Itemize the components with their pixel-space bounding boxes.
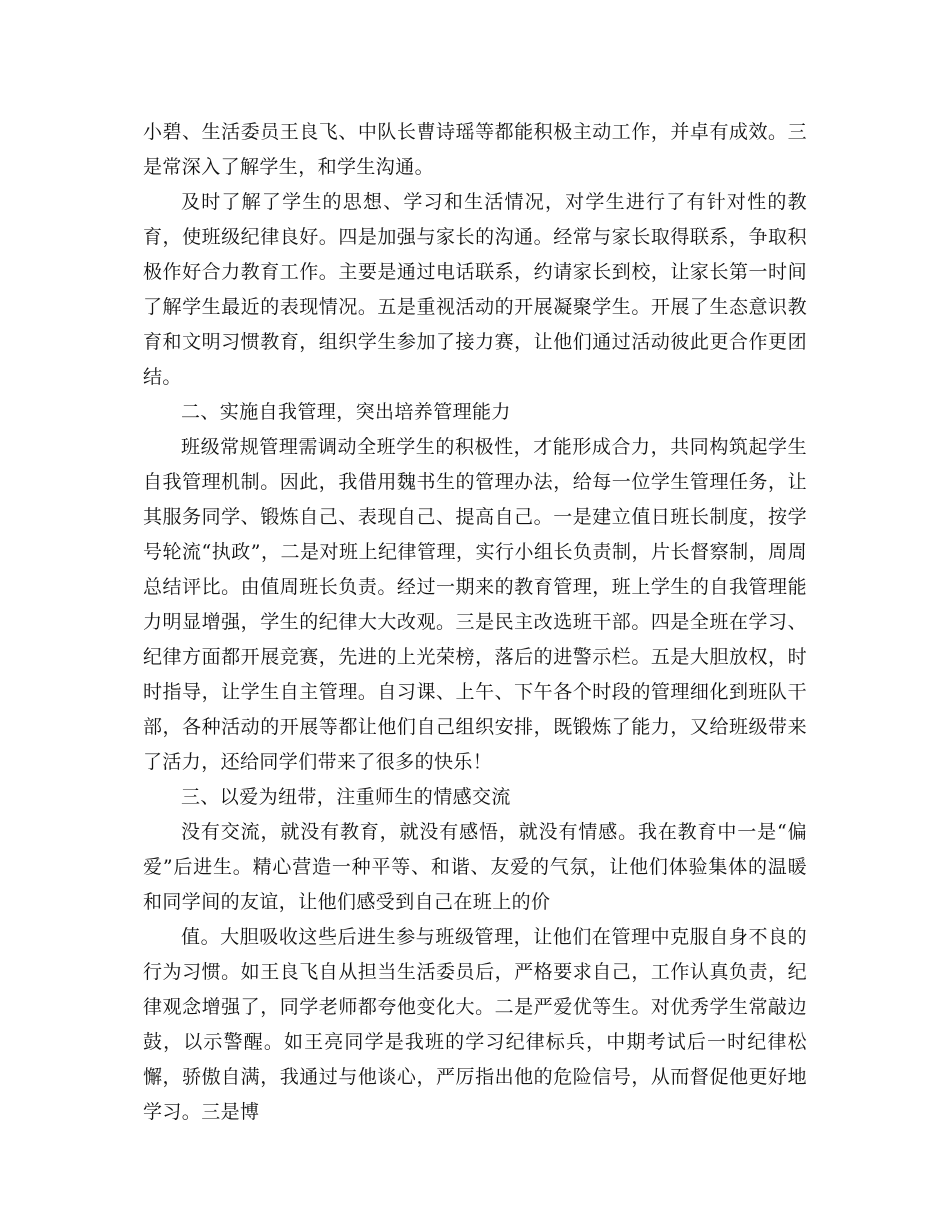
paragraph-4: 没有交流，就没有教育，就没有感悟，就没有情感。我在教育中一是“偏爱”后进生。精心营造一种平等、和谐、友爱的气氛，让他们体验集体的温暖和同学间的友谊，让他们感受到自己在班上的价 bbox=[143, 821, 807, 913]
paragraph-2: 及时了解了学生的思想、学习和生活情况，对学生进行了有针对性的教育，使班级纪律良好。四是加强与家长的沟通。经常与家长取得联系，争取积极作好合力教育工作。主要是通过电话联系，约请家长到校，让家长第一时间了解学生最近的表现情况。五是重视活动的开展凝聚学生。开展了生态意识教育和文明习惯教育，组织学生参加了接力赛，让他们通过活动彼此更合作更团结。 bbox=[143, 191, 807, 388]
section-heading-2: 二、实施自我管理，突出培养管理能力 bbox=[181, 401, 511, 423]
section-heading-3: 三、以爱为纽带，注重师生的情感交流 bbox=[181, 786, 511, 808]
paragraph-1: 小碧、生活委员王良飞、中队长曹诗瑶等都能积极主动工作，并卓有成效。三是常深入了解学生，和学生沟通。 bbox=[143, 121, 807, 178]
paragraph-3: 班级常规管理需调动全班学生的积极性，才能形成合力，共同构筑起学生自我管理机制。因此，我借用魏书生的管理办法，给每一位学生管理任务，让其服务同学、锻炼自己、表现自己、提高自己。一是建立值日班长制度，按学号轮流“执政”，二是对班上纪律管理，实行小组长负责制，片长督察制，周周总结评比。由值周班长负责。经过一期来的教育管理，班上学生的自我管理能力明显增强，学生的纪律大大改观。三是民主改选班干部。四是全班在学习、纪律方面都开展竞赛，先进的上光荣榜，落后的进警示栏。五是大胆放权，时时指导，让学生自主管理。自习课、上午、下午各个时段的管理细化到班队干部，各种活动的开展等都让他们自己组织安排，既锻炼了能力，又给班级带来了活力，还给同学们带来了很多的快乐！ bbox=[143, 436, 807, 773]
document-body bbox=[143, 115, 807, 1130]
paragraph-5: 值。大胆吸收这些后进生参与班级管理，让他们在管理中克服自身不良的行为习惯。如王良飞自从担当生活委员后，严格要求自己，工作认真负责，纪律观念增强了，同学老师都夸他变化大。二是严爱优等生。对优秀学生常敲边鼓，以示警醒。如王亮同学是我班的学习纪律标兵，中期考试后一时纪律松懈，骄傲自满，我通过与他谈心，严厉指出他的危险信号，从而督促他更好地学习。三是博 bbox=[143, 926, 807, 1123]
